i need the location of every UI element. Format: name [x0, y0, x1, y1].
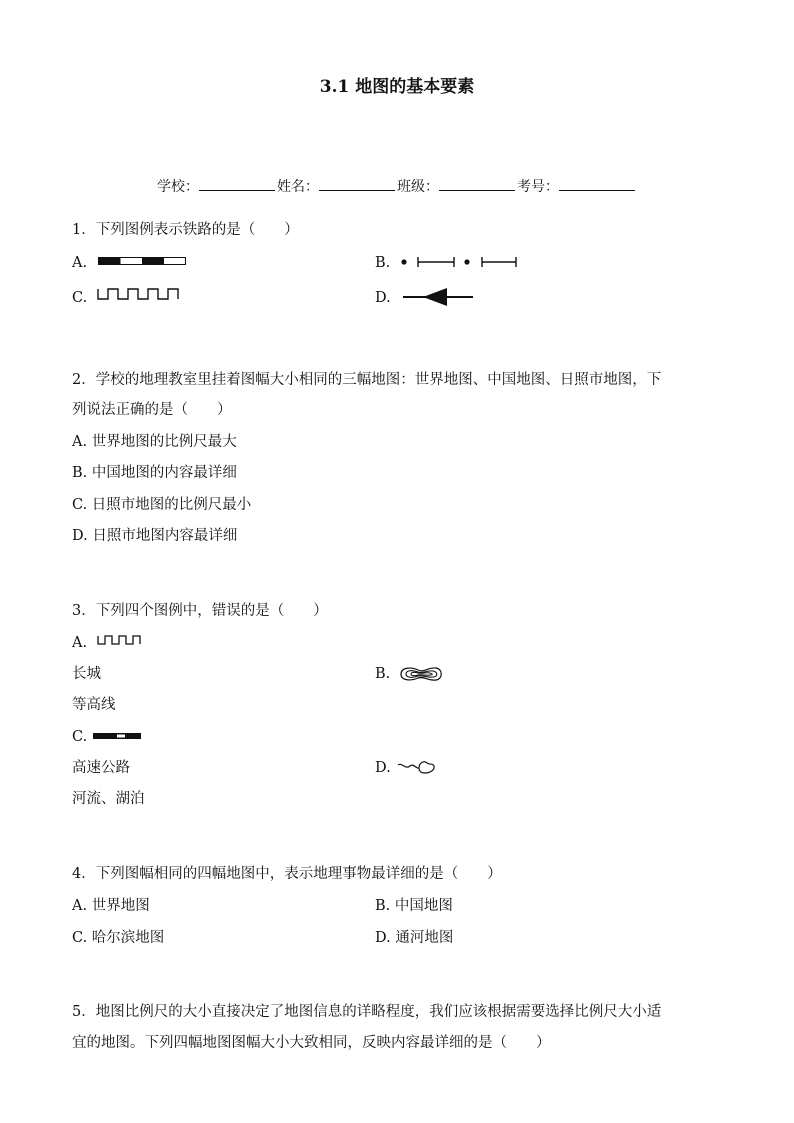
river-lake-icon [397, 758, 437, 776]
q3-option-d-label[interactable]: D. [375, 760, 391, 776]
name-blank[interactable] [319, 178, 395, 191]
q4-stem: 4．下列图幅相同的四幅地图中，表示地理事物最详细的是（ ） [72, 866, 502, 882]
q4-option-a[interactable]: A. 世界地图 [72, 898, 150, 914]
q1-option-a-label[interactable]: A. [72, 255, 88, 271]
class-blank[interactable] [439, 178, 515, 191]
q1-option-d-label[interactable]: D. [375, 290, 391, 306]
q2-stem-line2: 列说法正确的是（ ） [72, 402, 232, 418]
school-blank[interactable] [199, 178, 275, 191]
q3-option-d-caption: 河流、湖泊 [72, 791, 145, 807]
arrow-icon [401, 287, 475, 307]
great-wall-icon [97, 634, 145, 646]
q1-option-b-label[interactable]: B. [375, 255, 391, 271]
q3-stem: 3．下列四个图例中，错误的是（ ） [72, 603, 328, 619]
contour-icon [398, 665, 444, 683]
q4-option-c[interactable]: C. 哈尔滨地图 [72, 930, 165, 946]
railway-icon [98, 256, 186, 266]
page-title: 3.1 地图的基本要素 [319, 77, 475, 97]
class-label: 班级： [397, 179, 439, 195]
q3-option-b-label[interactable]: B. [375, 666, 391, 682]
exam-label: 考号： [517, 179, 559, 195]
q1-option-c-label[interactable]: C. [72, 290, 88, 306]
q4-option-d[interactable]: D. 通河地图 [375, 930, 454, 946]
q4-option-b[interactable]: B. 中国地图 [375, 898, 453, 914]
q5-stem-line1: 5．地图比例尺的大小直接决定了地图信息的详略程度，我们应该根据需要选择比例尺大小适 [72, 1004, 662, 1020]
q3-option-b-caption: 等高线 [72, 697, 116, 713]
q3-option-a-label[interactable]: A. [72, 635, 88, 651]
name-label: 姓名： [277, 179, 319, 195]
q3-option-c-label[interactable]: C. [72, 729, 88, 745]
school-label: 学校： [157, 179, 199, 195]
great-wall-icon [97, 286, 181, 302]
q2-option-c[interactable]: C. 日照市地图的比例尺最小 [72, 497, 252, 513]
exam-blank[interactable] [559, 178, 635, 191]
student-info-line [0, 176, 794, 196]
q2-option-a[interactable]: A. 世界地图的比例尺最大 [72, 434, 237, 450]
q2-option-b[interactable]: B. 中国地图的内容最详细 [72, 465, 237, 481]
q5-stem-line2: 宜的地图。下列四幅地图图幅大小大致相同，反映内容最详细的是（ ） [72, 1035, 551, 1051]
q3-option-c-caption: 高速公路 [72, 760, 130, 776]
q2-stem-line1: 2．学校的地理教室里挂着图幅大小相同的三幅地图：世界地图、中国地图、日照市地图，下 [72, 372, 662, 388]
q3-option-a-caption: 长城 [72, 666, 101, 682]
q1-stem: 1．下列图例表示铁路的是（ ） [72, 222, 299, 238]
dot-bar-icon [399, 255, 519, 269]
highway-icon [93, 731, 141, 741]
q2-option-d[interactable]: D. 日照市地图内容最详细 [72, 528, 238, 544]
